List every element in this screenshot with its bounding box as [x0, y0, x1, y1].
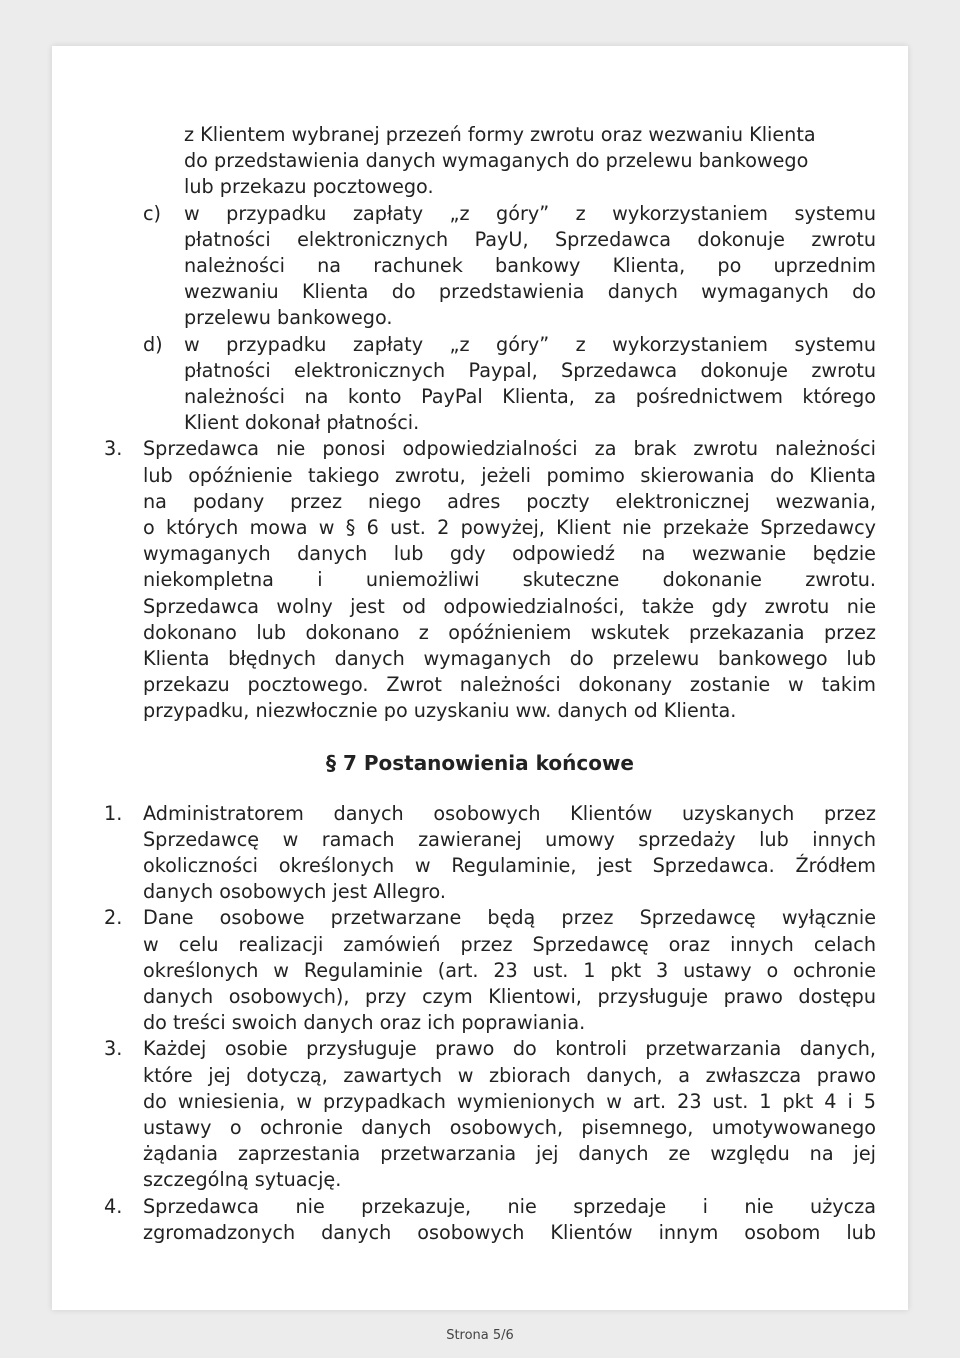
final-item-line: Sprzedawca nie przekazuje, nie sprzedaje i nie użycza	[143, 1194, 876, 1218]
list-item-d-line: Klient dokonał płatności.	[184, 411, 420, 435]
final-item-line: Każdej osobie przysługuje prawo do kontroli przetwarzania danych,	[143, 1037, 876, 1061]
final-item-line: zgromadzonych danych osobowych Klientów innym osobom lub	[143, 1220, 876, 1244]
list-item-3-line: Klienta błędnych danych wymaganych do przelewu bankowego lub	[143, 647, 876, 670]
final-item-marker: 1.	[104, 801, 123, 825]
paragraph-line: lub przekazu pocztowego.	[184, 175, 434, 199]
list-item-c-line: przelewu bankowego.	[184, 306, 393, 330]
final-item-line: danych osobowych), przy czym Klientowi, przysługuje prawo dostępu	[143, 985, 876, 1008]
page-number: Strona 5/6	[446, 1328, 514, 1343]
final-item-line: które jej dotyczą, zawartych w zbiorach danych, a zwłaszcza prawo	[143, 1063, 876, 1087]
list-item-3-line: o których mowa w § 6 ust. 2 powyżej, Klient nie przekaże Sprzedawcy	[143, 516, 876, 539]
final-item-marker: 4.	[104, 1194, 123, 1218]
list-item-c-line: należności na rachunek bankowy Klienta, po uprzednim	[184, 254, 876, 277]
list-item-3-line: Sprzedawca nie ponosi odpowiedzialności za brak zwrotu należności	[143, 437, 876, 461]
list-item-c-line: w przypadku zapłaty „z góry” z wykorzystaniem systemu	[184, 201, 876, 225]
list-item-3-line: przypadku, niezwłocznie po uzyskaniu ww. danych od Klienta.	[143, 699, 737, 723]
final-item-line: danych osobowych jest Allegro.	[143, 880, 447, 904]
list-item-3-line: Sprzedawca wolny jest od odpowiedzialności, także gdy zwrotu nie	[143, 594, 876, 618]
list-item-3-line: wymaganych danych lub gdy odpowiedź na wezwanie będzie	[143, 542, 876, 566]
list-marker-c: c)	[143, 201, 162, 225]
list-item-3-line: niekompletna i uniemożliwi skuteczne dokonanie zwrotu.	[143, 568, 876, 592]
final-item-line: ustawy o ochronie danych osobowych, pisemnego, umotywowanego	[143, 1116, 876, 1139]
final-item-line: w celu realizacji zamówień przez Sprzedawcę oraz innych celach	[143, 932, 876, 956]
list-item-3-line: lub opóźnienie takiego zwrotu, jeżeli pomimo skierowania do Klienta	[143, 463, 876, 487]
final-item-marker: 2.	[104, 906, 123, 930]
section-heading: § 7 Postanowienia końcowe	[325, 750, 634, 775]
final-item-line: Dane osobowe przetwarzane będą przez Sprzedawcę wyłącznie	[143, 906, 876, 930]
list-item-c-line: płatności elektronicznych PayU, Sprzedawca dokonuje zwrotu	[184, 227, 876, 251]
list-item-3-line: dokonano lub dokonano z opóźnieniem wskutek przekazania przez	[143, 620, 876, 644]
final-item-line: żądania zaprzestania przetwarzania jej danych ze względu na jej	[143, 1142, 876, 1166]
list-item-3-line: przekazu pocztowego. Zwrot należności dokonany zostanie w takim	[143, 673, 876, 697]
list-item-d-line: w przypadku zapłaty „z góry” z wykorzystaniem systemu	[184, 332, 876, 356]
document-page	[52, 46, 908, 1310]
list-item-d-line: należności na konto PayPal Klienta, za pośrednictwem którego	[184, 385, 876, 408]
final-item-marker: 3.	[104, 1037, 123, 1061]
list-item-3-line: na podany przez niego adres poczty elektronicznej wezwania,	[143, 489, 876, 513]
final-item-line: okoliczności określonych w Regulaminie, jest Sprzedawca. Źródłem	[143, 854, 876, 877]
final-item-line: do wniesienia, w przypadkach wymienionych w art. 23 ust. 1 pkt 4 i 5	[143, 1089, 876, 1113]
final-item-line: określonych w Regulaminie (art. 23 ust. 1 pkt 3 ustawy o ochronie	[143, 958, 876, 982]
final-item-line: Sprzedawcę w ramach zawieranej umowy sprzedaży lub innych	[143, 827, 876, 851]
final-item-line: szczególną sytuację.	[143, 1168, 342, 1192]
list-marker-d: d)	[143, 332, 163, 356]
list-item-d-line: płatności elektronicznych Paypal, Sprzedawca dokonuje zwrotu	[184, 358, 876, 382]
final-item-line: Administratorem danych osobowych Klientów uzyskanych przez	[143, 801, 876, 825]
list-marker-3: 3.	[104, 437, 123, 461]
list-item-c-line: wezwaniu Klienta do przedstawienia danych wymaganych do	[184, 280, 876, 304]
paragraph-line: do przedstawienia danych wymaganych do przelewu bankowego	[184, 149, 809, 173]
paragraph-line: z Klientem wybranej przezeń formy zwrotu oraz wezwaniu Klienta	[184, 123, 816, 146]
final-item-line: do treści swoich danych oraz ich poprawiania.	[143, 1011, 586, 1035]
